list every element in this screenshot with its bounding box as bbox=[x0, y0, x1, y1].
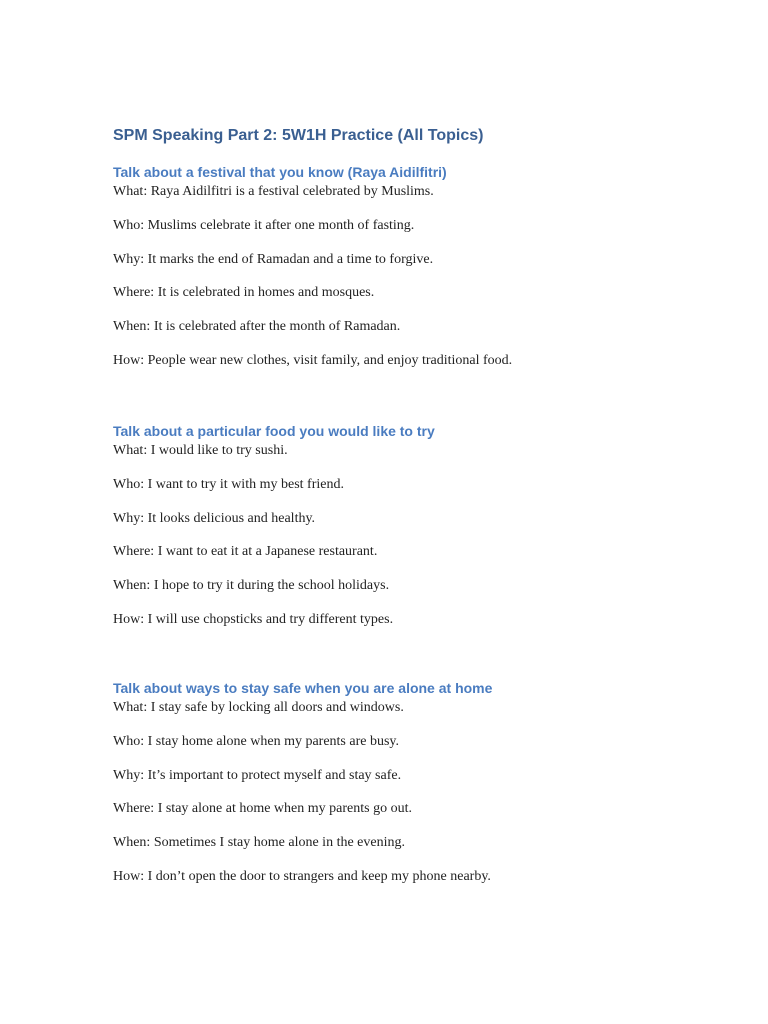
section-heading: Talk about a particular food you would like to try bbox=[113, 422, 435, 439]
answer-when: When: It is celebrated after the month of Ramadan. bbox=[113, 319, 401, 335]
section-heading: Talk about a festival that you know (Raya Aidilfitri) bbox=[113, 164, 447, 180]
section-safety bbox=[113, 677, 713, 886]
answer-where: Where: I want to eat it at a Japanese restaurant. bbox=[113, 544, 378, 560]
document-content bbox=[113, 124, 713, 886]
section-food bbox=[113, 420, 713, 629]
answer-when: When: I hope to try it during the school holidays. bbox=[113, 578, 390, 594]
answer-who: Who: I want to try it with my best friend. bbox=[113, 476, 344, 492]
answer-why: Why: It marks the end of Ramadan and a time to forgive. bbox=[113, 251, 434, 267]
answer-why: Why: It’s important to protect myself and stay safe. bbox=[113, 767, 402, 783]
answer-who: Who: I stay home alone when my parents are busy. bbox=[113, 733, 400, 749]
answer-what: What: Raya Aidilfitri is a festival celebrated by Muslims. bbox=[113, 184, 434, 199]
answer-who: Who: Muslims celebrate it after one month of fasting. bbox=[113, 217, 415, 233]
answer-why: Why: It looks delicious and healthy. bbox=[113, 510, 316, 526]
document-title: SPM Speaking Part 2: 5W1H Practice (All Topics) bbox=[113, 127, 484, 144]
answer-what: What: I stay safe by locking all doors and windows. bbox=[113, 699, 404, 715]
answer-what: What: I would like to try sushi. bbox=[113, 442, 288, 458]
answer-how: How: People wear new clothes, visit family, and enjoy traditional food. bbox=[113, 352, 513, 368]
answer-how: How: I don’t open the door to strangers and keep my phone nearby. bbox=[113, 868, 491, 884]
answer-when: When: Sometimes I stay home alone in the evening. bbox=[113, 835, 405, 851]
answer-where: Where: It is celebrated in homes and mosques. bbox=[113, 285, 375, 301]
answer-how: How: I will use chopsticks and try different types. bbox=[113, 611, 394, 627]
section-festival bbox=[113, 161, 713, 370]
answer-where: Where: I stay alone at home when my parents go out. bbox=[113, 801, 412, 817]
section-heading: Talk about ways to stay safe when you are alone at home bbox=[113, 679, 493, 696]
